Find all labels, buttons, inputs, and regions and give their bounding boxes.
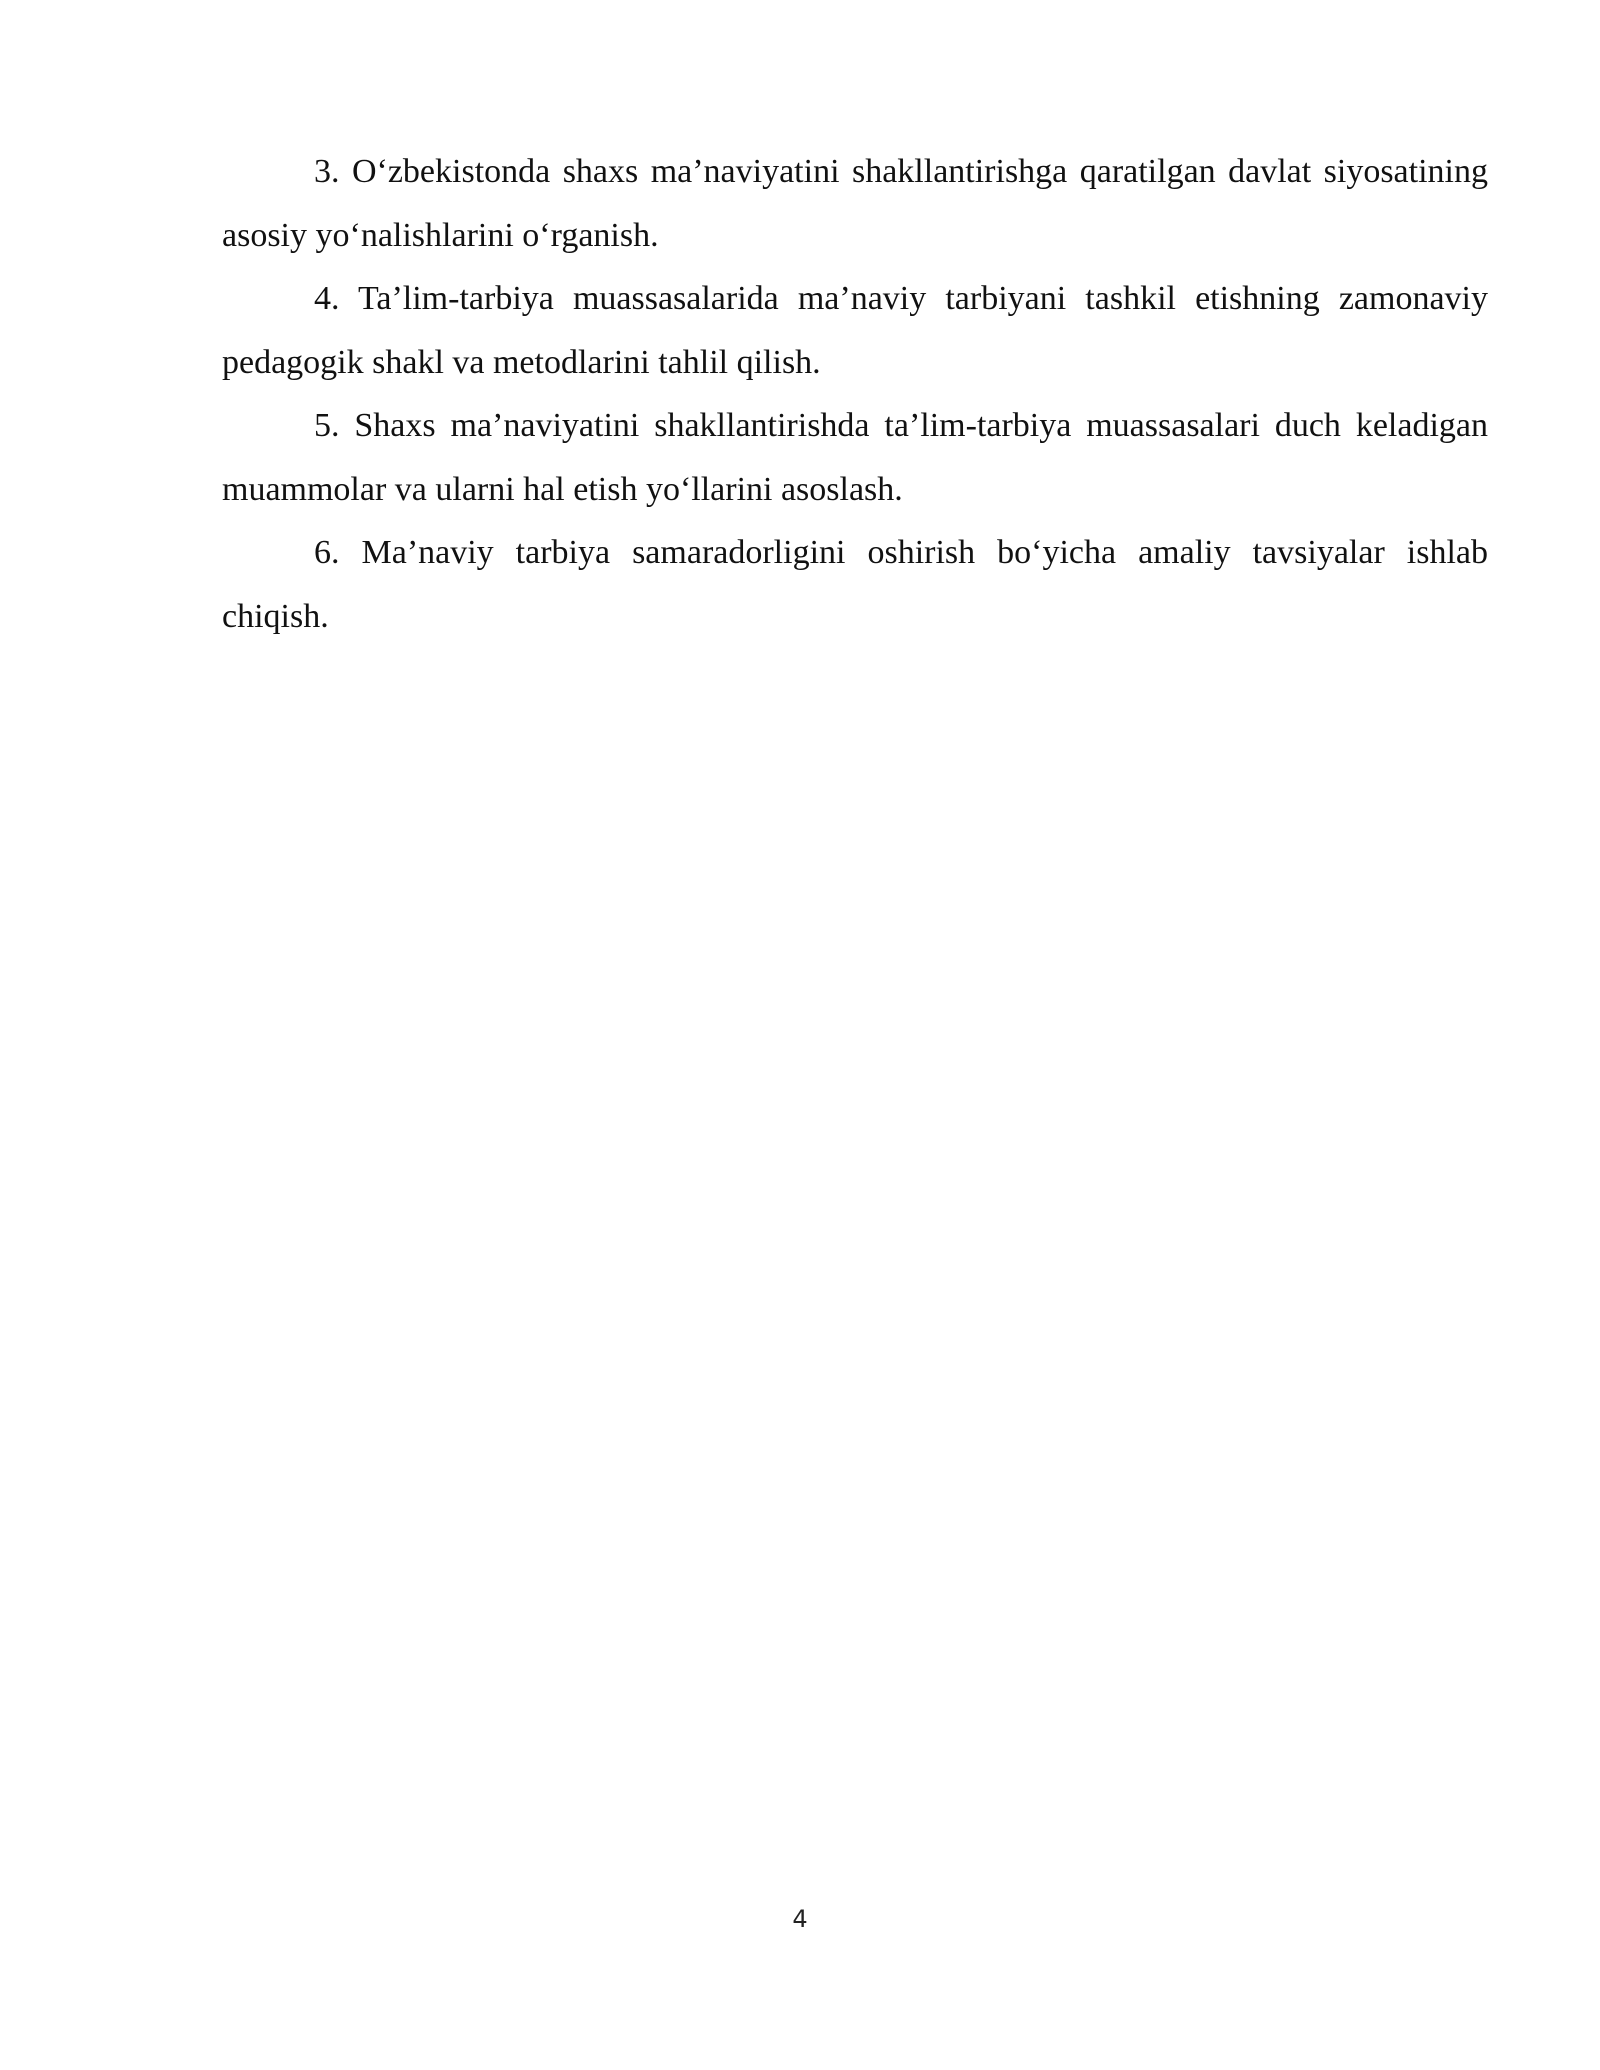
list-item-5: 5. Shaxs ma’naviyatini shakllantirishda ta’lim-tarbiya muassasalari duch keladigan muammolar va ularni hal etish yo‘llarini asoslash. xyxy=(222,407,1488,508)
page-number: 4 xyxy=(792,1905,808,1933)
list-item-6: 6. Ma’naviy tarbiya samaradorligini oshirish bo‘yicha amaliy tavsiyalar ishlab chiqish. xyxy=(222,534,1488,635)
list-item-4: 4. Ta’lim-tarbiya muassasalarida ma’naviy tarbiyani tashkil etishning zamonaviy pedagogik shakl va metodlarini tahlil qilish. xyxy=(222,280,1488,381)
list-item-3: 3. O‘zbekistonda shaxs ma’naviyatini shakllantirishga qaratilgan davlat siyosatining asosiy yo‘nalishlarini o‘rganish. xyxy=(222,153,1488,254)
body-text xyxy=(222,140,1488,648)
